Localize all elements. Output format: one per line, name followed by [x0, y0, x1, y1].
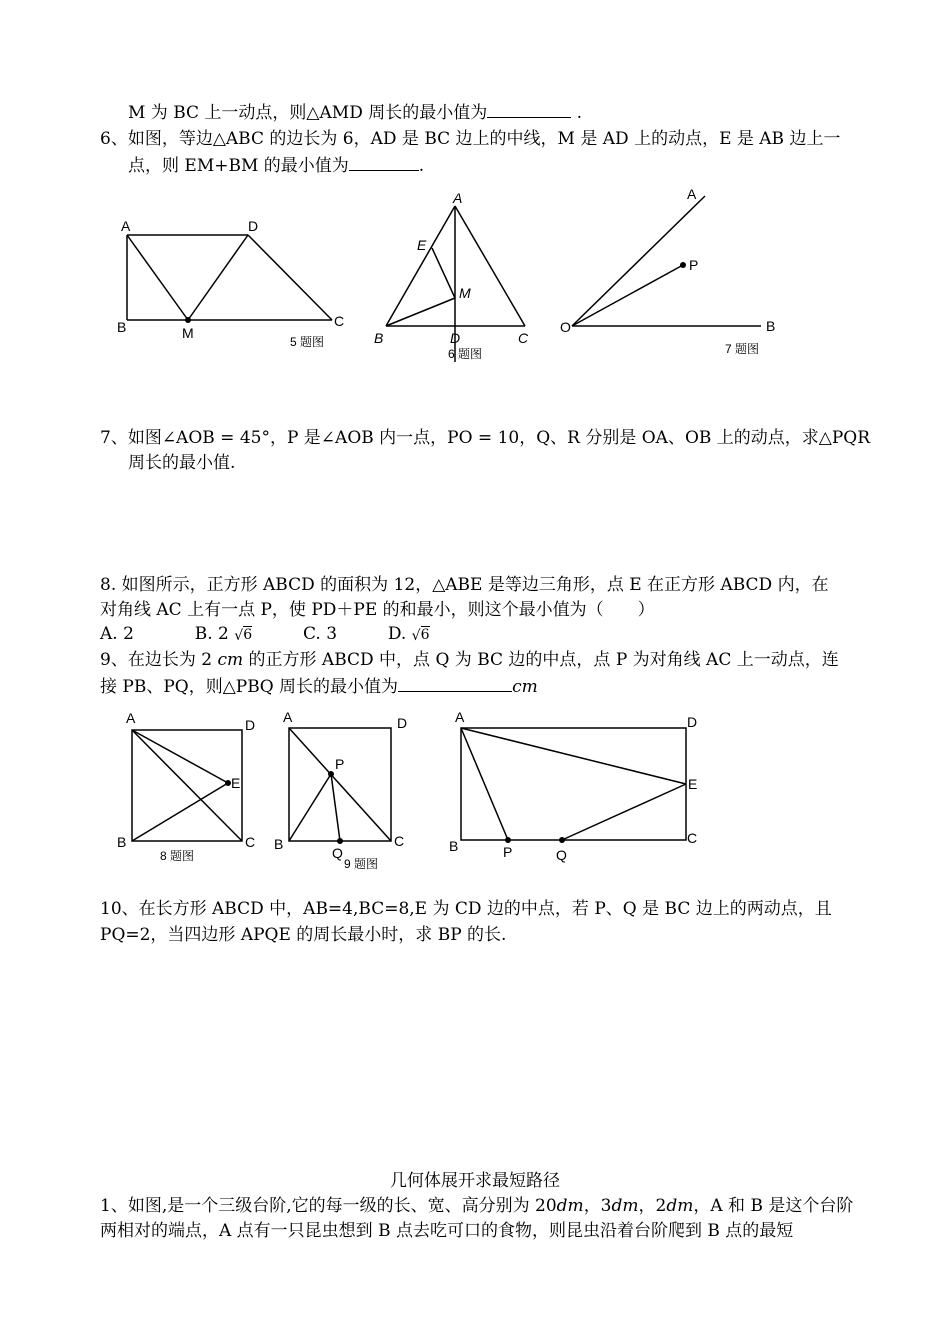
label-e: E: [231, 775, 241, 791]
figure-9: [270, 705, 420, 875]
label-p: P: [503, 844, 513, 860]
label-d: D: [397, 715, 408, 731]
q9-line2: 接 PB、PQ，则△PBQ 周长的最小值为 cm: [100, 677, 538, 697]
label-c: C: [687, 830, 698, 846]
figure-caption: 6 题图: [448, 347, 483, 361]
q6-line2: 点，则 EM+BM 的最小值为 .: [128, 156, 425, 176]
label-e: E: [688, 776, 698, 792]
q8-options: [100, 623, 430, 646]
label-b: B: [117, 319, 127, 335]
label-m: M: [459, 285, 471, 301]
label-b: B: [449, 838, 459, 854]
label-d: D: [450, 330, 461, 346]
q10-line1: 10、在长方形 ABCD 中，AB=4,BC=8,E 为 CD 边的中点，若 P、Q 是 BC 边上的两动点，且: [100, 899, 832, 919]
label-c: C: [245, 834, 256, 850]
q7-line1: 7、如图∠AOB = 45°，P 是∠AOB 内一点，PO = 10，Q、R 分别是 OA、OB 上的动点，求△PQR: [100, 428, 871, 448]
label-p: P: [335, 756, 345, 772]
q5-text: M 为 BC 上一动点，则△AMD 周长的最小值为 .: [128, 103, 583, 123]
label-m: M: [182, 325, 194, 341]
label-a: A: [283, 709, 293, 725]
q10-line2: PQ=2，当四边形 APQE 的周长最小时，求 BP 的长.: [100, 925, 507, 945]
label-d: D: [245, 717, 256, 733]
figure-10: [440, 705, 720, 865]
label-b: B: [274, 836, 284, 852]
figure-8: [110, 705, 270, 870]
label-c: C: [518, 330, 529, 346]
label-b: B: [766, 318, 776, 334]
label-q: Q: [556, 847, 567, 863]
label-b: B: [117, 834, 127, 850]
q7-line2: 周长的最小值.: [128, 453, 236, 473]
answer-blank: [487, 101, 571, 118]
s1-line2: 两相对的端点，A 点有一只昆虫想到 B 点去吃可口的食物，则昆虫沿着台阶爬到 B 点的最短: [100, 1221, 794, 1241]
q8-line1: 8. 如图所示，正方形 ABCD 的面积为 12，△ABE 是等边三角形，点 E 在正方形 ABCD 内，在: [100, 575, 829, 595]
option-b: B. 2 √ 6: [195, 624, 252, 644]
label-a: A: [121, 218, 131, 234]
figure-caption: 9 题图: [344, 857, 379, 871]
figure-caption: 8 题图: [160, 849, 195, 863]
section-title: 几何体展开求最短路径: [390, 1171, 560, 1191]
q9-line1: 9、在边长为 2 cm 的正方形 ABCD 中，点 Q 为 BC 边的中点，点 P 为对角线 AC 上一动点，连: [100, 650, 839, 670]
label-a: A: [455, 709, 465, 725]
option-d: D. √ 6: [388, 624, 430, 644]
answer-blank: [349, 154, 419, 171]
label-d: D: [687, 714, 698, 730]
label-q: Q: [332, 845, 343, 861]
label-a: A: [687, 186, 697, 202]
figure-5: [110, 212, 360, 352]
label-o: O: [560, 319, 571, 335]
answer-blank: [398, 675, 512, 692]
figure-caption: 5 题图: [290, 335, 325, 349]
label-c: C: [334, 313, 345, 329]
figure-7: [555, 182, 795, 362]
label-c: C: [394, 833, 405, 849]
figure-6: [368, 188, 543, 363]
label-a: A: [453, 190, 463, 206]
option-c: C. 3: [302, 624, 338, 644]
label-d: D: [248, 218, 259, 234]
option-a: A. 2: [100, 624, 134, 644]
label-e: E: [417, 237, 427, 253]
q6-line1: 6、如图，等边△ABC 的边长为 6，AD 是 BC 边上的中线，M 是 AD 上的动点，E 是 AB 边上一: [100, 129, 841, 149]
q8-line2: 对角线 AC 上有一点 P，使 PD＋PE 的和最小，则这个最小值为（ ）: [100, 600, 655, 620]
label-b: B: [374, 330, 384, 346]
label-p: P: [689, 257, 699, 273]
s1-line1: 1、如图,是一个三级台阶,它的每一级的长、宽、高分别为 20dm，3dm，2dm，A 和 B 是这个台阶: [100, 1196, 854, 1216]
label-a: A: [126, 710, 136, 726]
figure-caption: 7 题图: [725, 342, 760, 356]
